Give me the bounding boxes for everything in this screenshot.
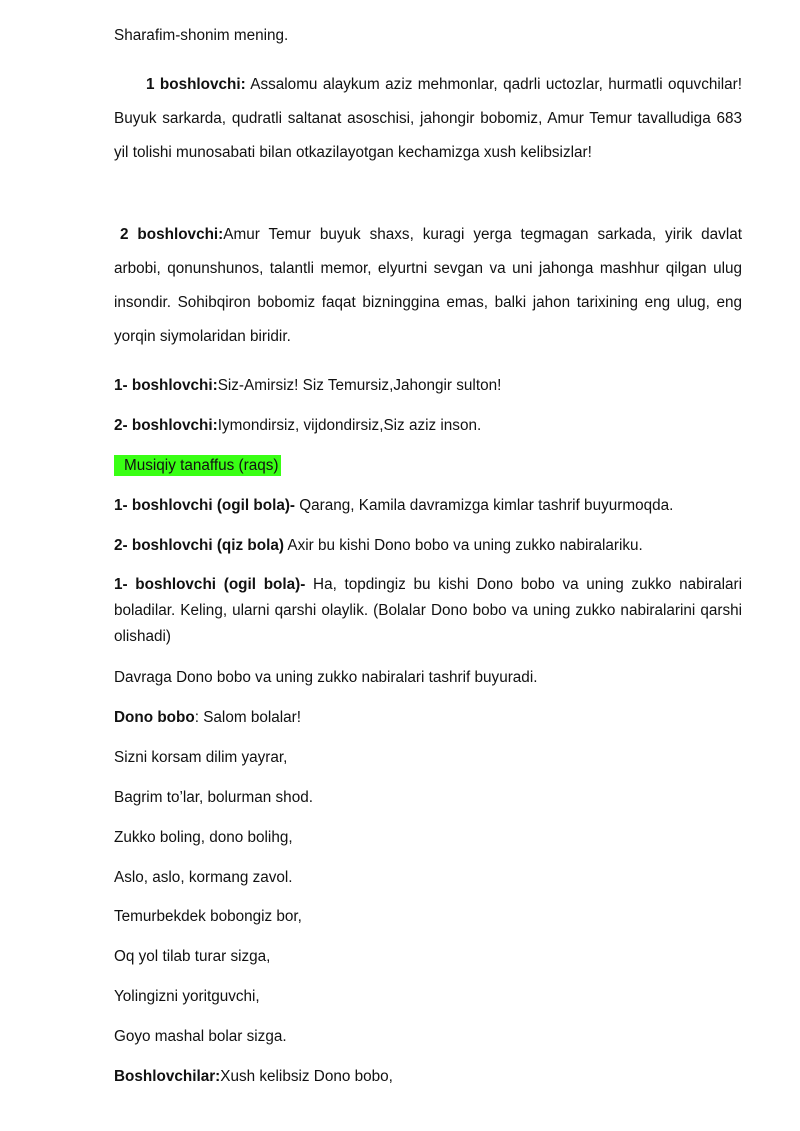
paragraph-text: Assalomu alaykum aziz mehmonlar, qadrli uctozlar, hurmatli oquvchilar! Buyuk sarkarda, qudratli saltanat asoschisi, jahongir bobomiz, Amur Temur tavalludiga 683 yil tolishi munosabati bilan otkazilayotgan kechamizga xush kelibsizlar! <box>114 76 742 161</box>
poem-line: Temurbekdek bobongiz bor, <box>114 908 302 925</box>
paragraph-2-boshlovchi-axir <box>114 536 742 556</box>
paragraph-text: Siz-Amirsiz! Siz Temursiz,Jahongir sulton! <box>217 377 502 394</box>
highlighted-text: Musiqiy tanaffus (raqs) <box>114 455 281 476</box>
paragraph-1-boshlovchi-amirsiz <box>114 376 742 396</box>
speaker-label: Boshlovchilar: <box>114 1068 221 1085</box>
paragraph-dono-bobo-greeting <box>114 708 742 728</box>
paragraph-text: Amur Temur buyuk shaxs, kuragi yerga tegmagan sarkada, yirik davlat arbobi, qonunshunos, talantli memor, elyurtni sevgan va uni jahonga mashhur qilgan ulug insondir. Sohibqiron bobomiz faqat bizninggina emas, balki jahon tarixining eng ulug, eng yorqin siymolaridan biridir. <box>114 226 742 345</box>
speaker-label: Dono bobo <box>114 709 195 726</box>
speaker-label: 2- boshlovchi (qiz bola) <box>114 537 284 554</box>
paragraph-text: Xush kelibsiz Dono bobo, <box>220 1068 393 1085</box>
paragraph-text: : Salom bolalar! <box>194 709 301 726</box>
paragraph-1-boshlovchi-topdingiz <box>114 572 742 650</box>
poem-line: Aslo, aslo, kormang zavol. <box>114 869 293 886</box>
poem-line: Zukko boling, dono bolihg, <box>114 829 293 846</box>
paragraph-2-boshlovchi-iymondirsiz <box>114 416 742 436</box>
poem-line: Oq yol tilab turar sizga, <box>114 948 271 965</box>
speaker-label: 1- boshlovchi (ogil bola)- <box>114 576 306 593</box>
paragraph-text: Qarang, Kamila davramizga kimlar tashrif buyurmoqda. <box>295 497 674 514</box>
paragraph-2-boshlovchi-temur <box>114 218 742 354</box>
stage-direction-music <box>114 456 742 476</box>
speaker-label: 2 boshlovchi: <box>120 226 224 243</box>
paragraph-text: Axir bu kishi Dono bobo va uning zukko nabiralariku. <box>283 537 643 554</box>
speaker-label: 1- boshlovchi: <box>114 377 218 394</box>
poem-line: Sizni korsam dilim yayrar, <box>114 749 288 766</box>
poem-line: Bagrim to’lar, bolurman shod. <box>114 789 313 806</box>
paragraph-1-boshlovchi-qarang <box>114 496 742 516</box>
paragraph-1-boshlovchi-greeting <box>114 68 742 170</box>
stage-direction-arrival: Davraga Dono bobo va uning zukko nabiralari tashrif buyuradi. <box>114 669 538 686</box>
speaker-label: 1- boshlovchi (ogil bola)- <box>114 497 296 514</box>
poem-line: Yolingizni yoritguvchi, <box>114 988 260 1005</box>
speaker-label: 1 boshlovchi: <box>146 76 246 93</box>
poem-line: Goyo mashal bolar sizga. <box>114 1028 287 1045</box>
speaker-label: 2- boshlovchi: <box>114 417 218 434</box>
paragraph-text: Ha, topdingiz bu kishi Dono bobo va uning zukko nabiralari boladilar. Keling, ularni qarshi olaylik. (Bolalar Dono bobo va uning zukko nabiralarini qarshi olishadi) <box>114 576 742 645</box>
paragraph-text: Iymondirsiz, vijdondirsiz,Siz aziz inson. <box>217 417 482 434</box>
text-line: Sharafim-shonim mening. <box>114 27 289 44</box>
paragraph-boshlovchilar <box>114 1067 742 1087</box>
